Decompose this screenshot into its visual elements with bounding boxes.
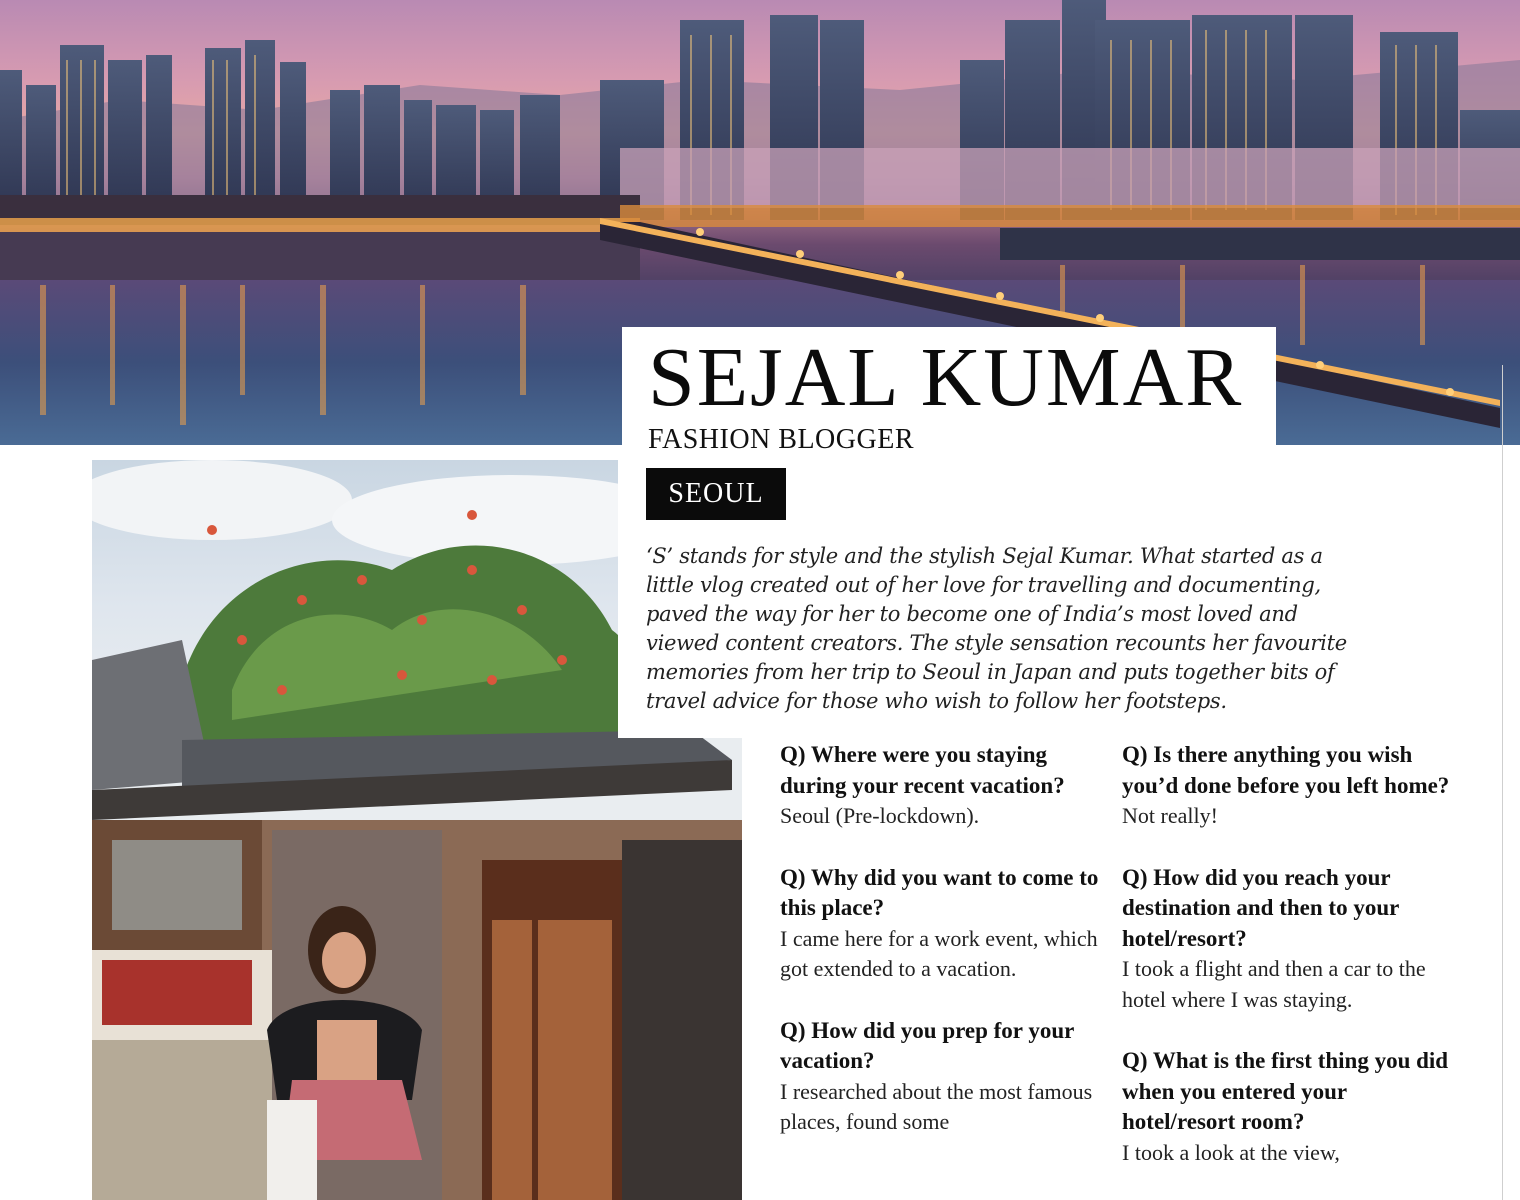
question: Q) Where were you staying during your recent vacation? [780,742,1065,798]
question: Q) What is the first thing you did when you entered your hotel/resort room? [1122,1048,1449,1134]
answer: I took a flight and then a car to the hotel where I was staying. [1122,956,1426,1012]
answer: Seoul (Pre-lockdown). [780,803,980,828]
answer: Not really! [1122,803,1218,828]
article-subtitle: FASHION BLOGGER [648,424,914,455]
question: Q) How did you prep for your vacation? [780,1017,1074,1073]
qa-item [780,740,1110,832]
qa-column-right [1122,740,1462,1199]
qa-column-left [780,740,1110,1169]
question: Q) Why did you want to come to this place? [780,864,1099,920]
article-intro: ‘S’ stands for style and the stylish Sejal Kumar. What started as a little vlog created out of her love for travelling and documenting, paved the way for her to become one of India’s most loved and viewed content creators. The style sensation recounts her favourite memories from her trip to Seoul in Japan and puts together bits of travel advice for those who wish to follow her footsteps. [646,544,1347,713]
qa-item [1122,1046,1462,1168]
answer: I came here for a work event, which got extended to a vacation. [780,925,1098,981]
answer: I took a look at the view, [1122,1139,1340,1165]
question: Q) How did you reach your destination and then to your hotel/resort? [1122,864,1399,951]
qa-item [780,1016,1110,1138]
article-title: SEJAL KUMAR [648,331,1244,424]
qa-item [1122,740,1462,832]
page-edge-divider [1502,365,1503,1200]
qa-item [780,863,1110,985]
question: Q) Is there anything you wish you’d done before you left home? [1122,742,1450,798]
location-badge: SEOUL [646,468,786,520]
qa-item [1122,863,1462,1016]
answer: I researched about the most famous places, found some [780,1078,1093,1134]
